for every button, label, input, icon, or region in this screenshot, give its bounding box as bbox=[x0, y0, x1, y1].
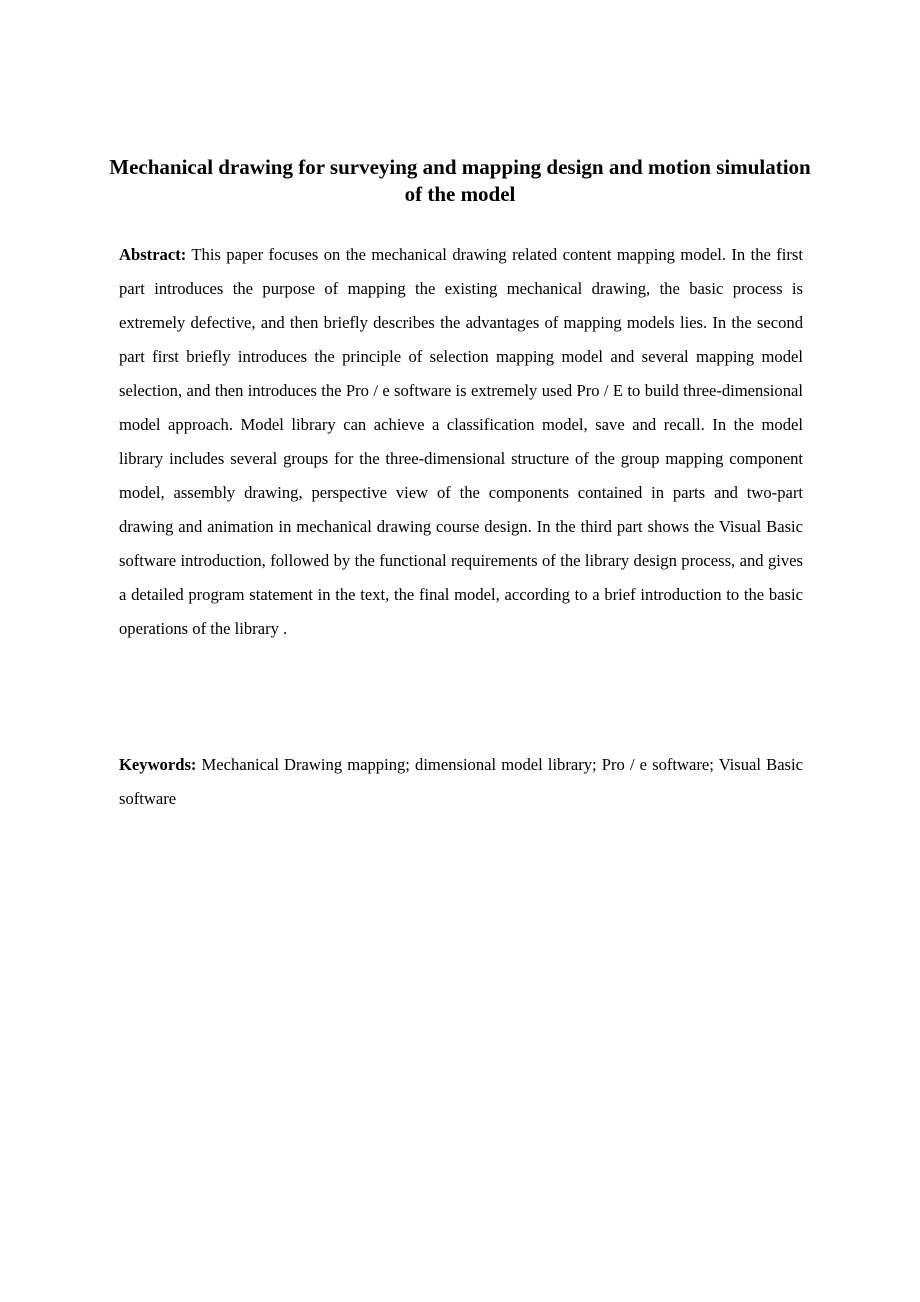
abstract-label: Abstract: bbox=[119, 245, 187, 264]
keywords-paragraph bbox=[119, 748, 803, 816]
abstract-paragraph bbox=[119, 238, 803, 646]
keywords-text: Mechanical Drawing mapping; dimensional model library; Pro / e software; Visual Basic software bbox=[119, 755, 803, 808]
keywords-label: Keywords: bbox=[119, 755, 197, 774]
document-title: Mechanical drawing for surveying and mapping design and motion simulation of the model bbox=[109, 155, 811, 206]
abstract-text: This paper focuses on the mechanical drawing related content mapping model. In the first part introduces the purpose of mapping the existing mechanical drawing, the basic process is extremely defective, and then briefly describes the advantages of mapping models lies. In the second part first briefly introduces the principle of selection mapping model and several mapping model selection, and then introduces the Pro / e software is extremely used Pro / E to build three-dimensional model approach. Model library can achieve a classification model, save and recall. In the model library includes several groups for the three-dimensional structure of the group mapping component model, assembly drawing, perspective view of the components contained in parts and two-part drawing and animation in mechanical drawing course design. In the third part shows the Visual Basic software introduction, followed by the functional requirements of the library design process, and gives a detailed program statement in the text, the final model, according to a brief introduction to the basic operations of the library . bbox=[119, 245, 803, 638]
